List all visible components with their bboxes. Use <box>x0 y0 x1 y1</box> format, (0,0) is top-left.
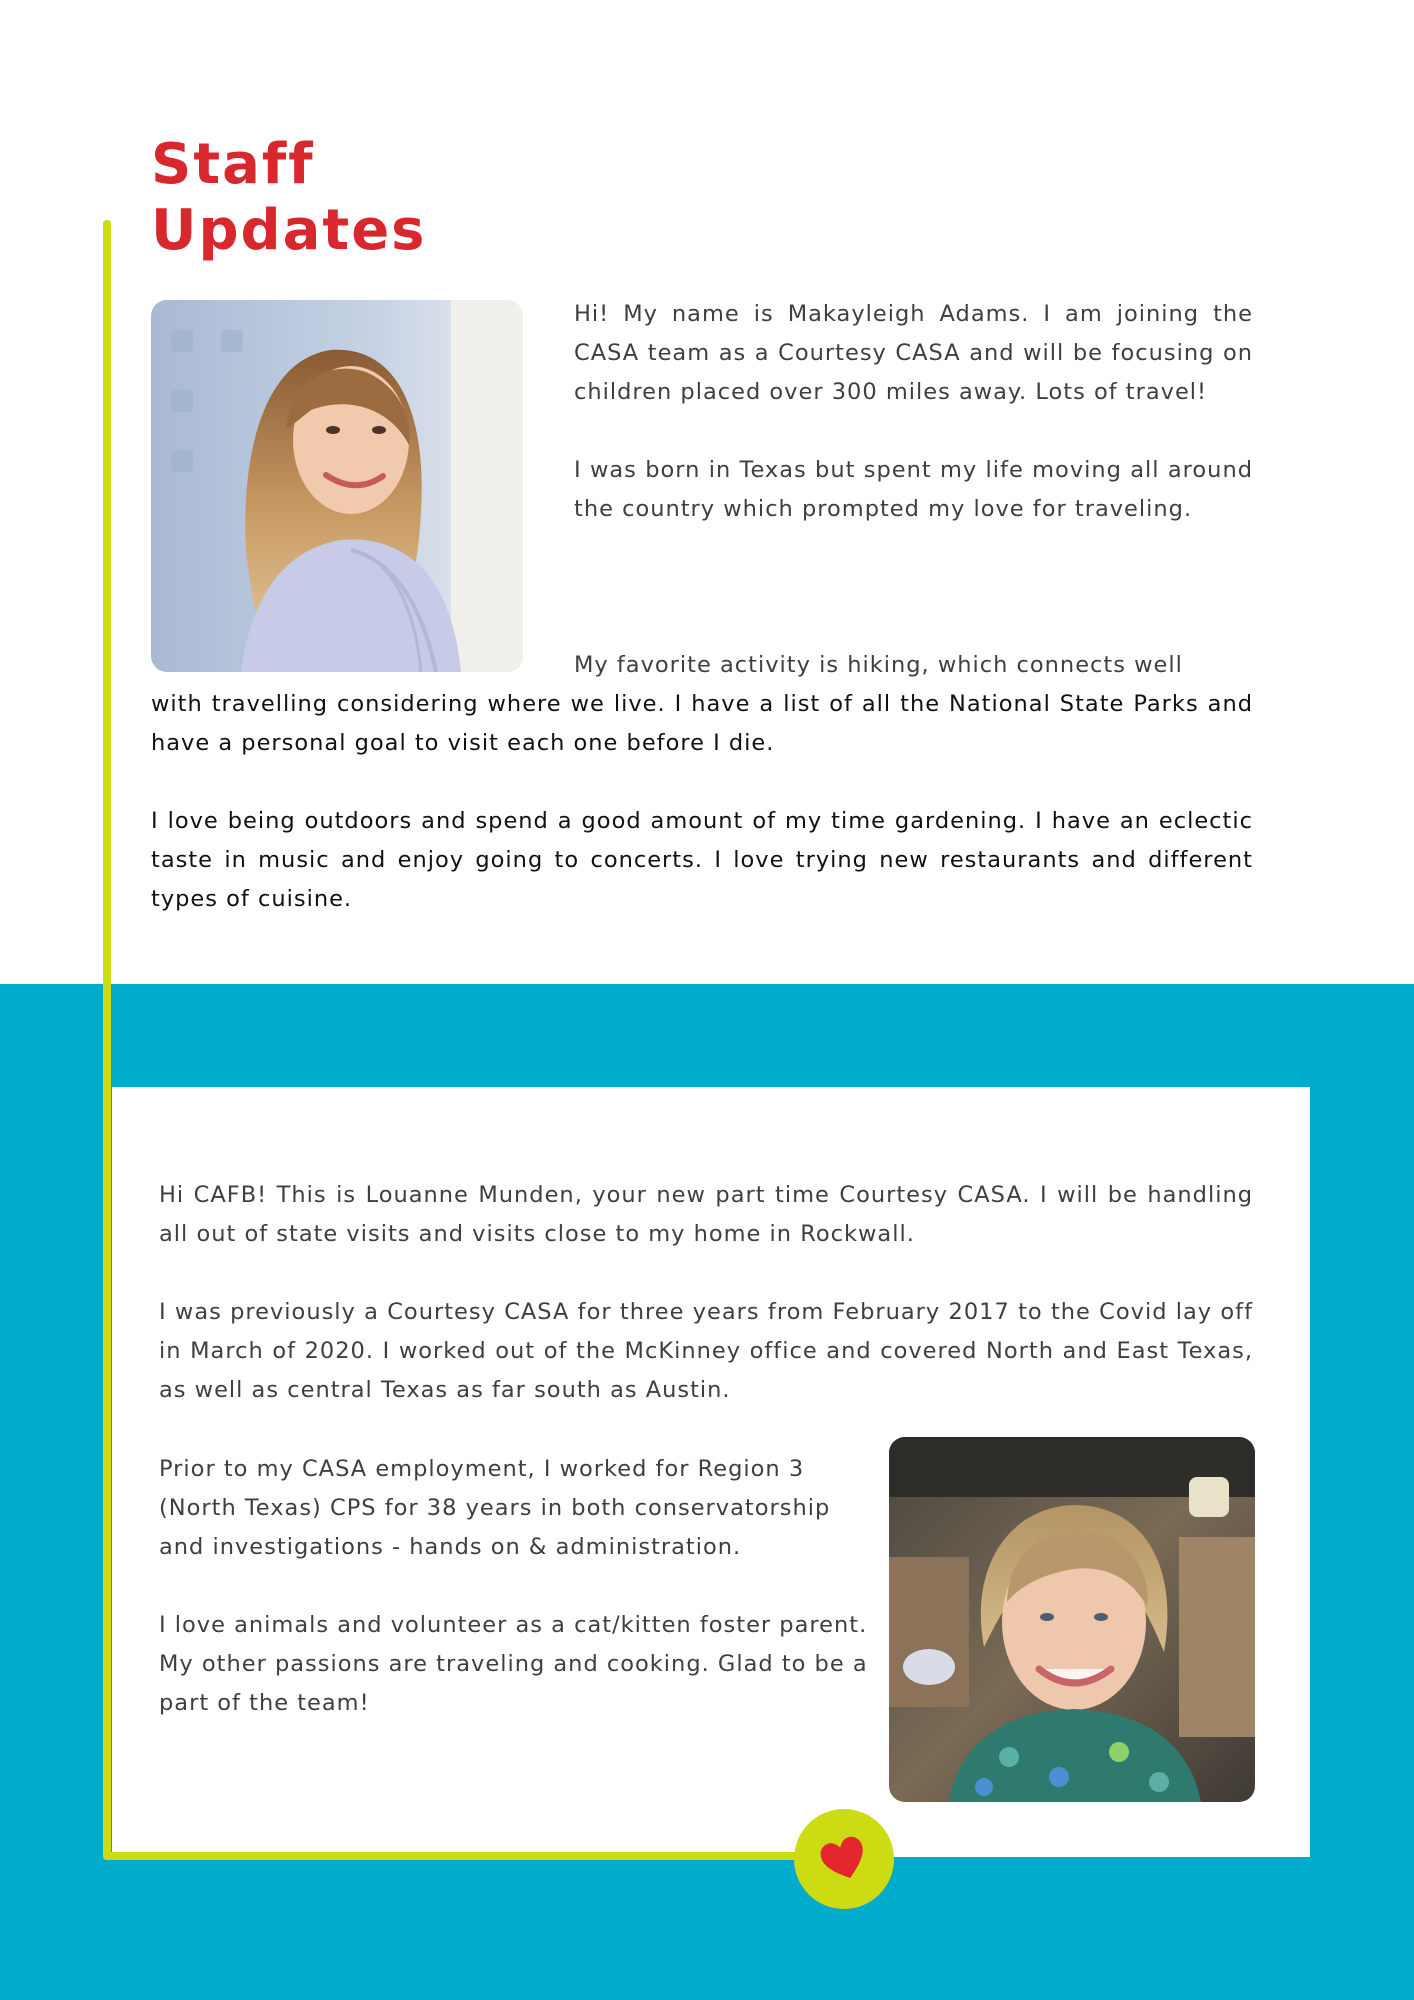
bio-makayleigh-paragraph-3 <box>151 646 1253 763</box>
bio-louanne-continued <box>159 1450 879 1723</box>
staff-photo-louanne <box>889 1437 1255 1802</box>
staff-photo-makayleigh <box>151 300 523 672</box>
page-title <box>151 132 427 264</box>
bio-makayleigh-intro <box>574 295 1253 529</box>
bio-louanne-paragraph-4: I love animals and volunteer as a cat/kitten foster parent. My other passions are traveling and cooking. Glad to be a part of the team! <box>159 1612 868 1716</box>
bio-makayleigh-continued <box>151 646 1253 919</box>
bio-makayleigh-paragraph-2: I was born in Texas but spent my life moving all around the country which prompted my love for traveling. <box>574 457 1253 522</box>
bio-louanne-intro <box>159 1176 1253 1410</box>
title-line-2: Updates <box>151 198 427 263</box>
accent-vertical-line <box>103 220 111 1860</box>
bio-makayleigh-paragraph-3-lead: My favorite activity is hiking, which connects well <box>574 652 1183 678</box>
bio-louanne-paragraph-1: Hi CAFB! This is Louanne Munden, your new part time Courtesy CASA. I will be handling all out of state visits and visits close to my home in Rockwall. <box>159 1182 1253 1247</box>
bio-makayleigh-paragraph-4: I love being outdoors and spend a good amount of my time gardening. I have an eclectic taste in music and enjoy going to concerts. I love trying new restaurants and different types of cuisine. <box>151 808 1253 912</box>
bio-louanne-paragraph-3: Prior to my CASA employment, I worked for Region 3 (North Texas) CPS for 38 years in both conservatorship and investigations - hands on & administration. <box>159 1456 831 1560</box>
heart-icon <box>818 1833 870 1885</box>
accent-horizontal-line <box>103 1852 803 1860</box>
heart-badge <box>794 1809 894 1909</box>
bio-louanne-paragraph-2: I was previously a Courtesy CASA for three years from February 2017 to the Covid lay off in March of 2020. I worked out of the McKinney office and covered North and East Texas, as well as central Texas as far south as Austin. <box>159 1299 1253 1403</box>
bio-makayleigh-paragraph-3-rest: with travelling considering where we live. I have a list of all the National State Parks and have a personal goal to visit each one before I die. <box>151 691 1253 756</box>
bio-makayleigh-paragraph-1: Hi! My name is Makayleigh Adams. I am joining the CASA team as a Courtesy CASA and will be focusing on children placed over 300 miles away. Lots of travel! <box>574 301 1253 405</box>
title-line-1: Staff <box>151 132 315 197</box>
